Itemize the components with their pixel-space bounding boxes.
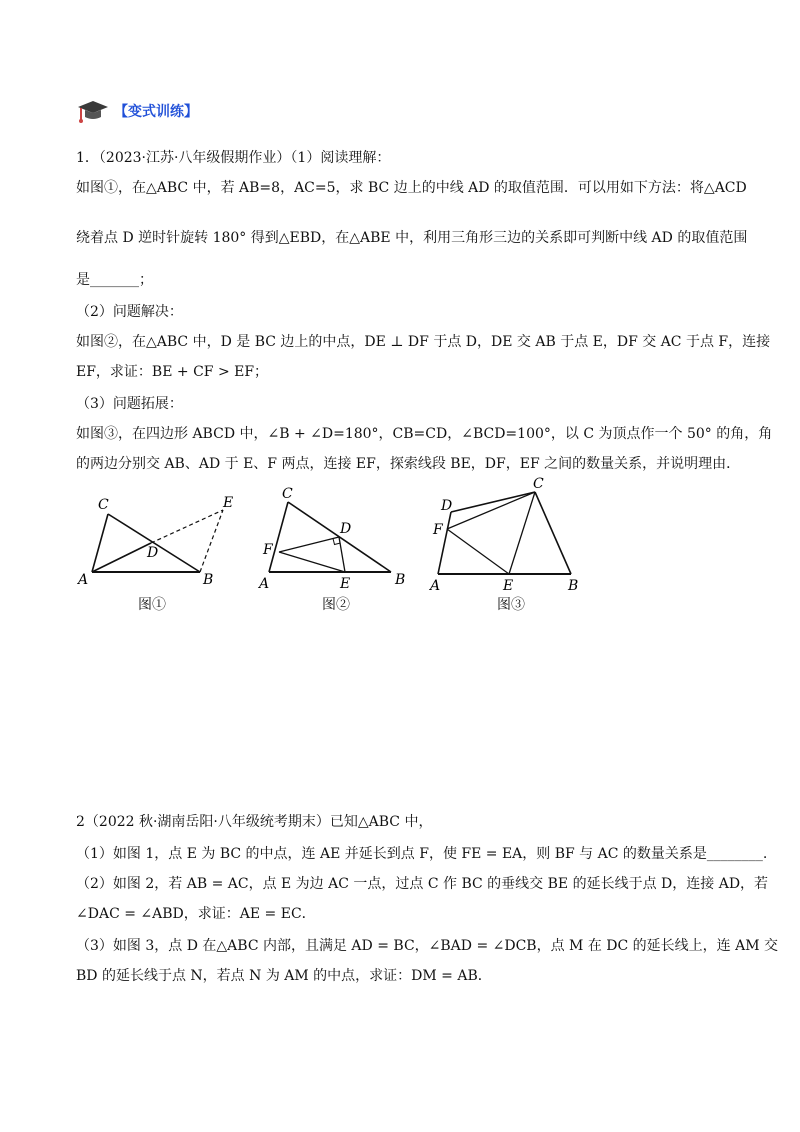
fig2-label-e: E [340, 576, 351, 592]
q1-subheading-3: （3）问题拓展： [76, 396, 183, 412]
q1-paragraph-6: 如图③，在四边形 ABCD 中，∠B + ∠D=180°，CB=CD，∠BCD=100°，以 C 为顶点作一个 50° 的角，角 [76, 426, 773, 442]
q1-paragraph-2: 绕着点 D 逆时针旋转 180° 得到△EBD，在△ABE 中，利用三角形三边的关系即可判断中线 AD 的取值范围 [76, 230, 748, 246]
fig1-caption: 图① [138, 597, 166, 613]
figure-2 [255, 484, 415, 594]
q1-header: 1．（2023·江苏·八年级假期作业）（1）阅读理解： [76, 150, 391, 166]
q1-paragraph-1: 如图①，在△ABC 中，若 AB=8，AC=5，求 BC 边上的中线 AD 的取值范围．可以用如下方法：将△ACD [76, 180, 747, 196]
q1-paragraph-5: EF，求证：BE + CF > EF； [76, 364, 269, 380]
q2-paragraph-4: （3）如图 3，点 D 在△ABC 内部，且满足 AD = BC，∠BAD = ∠DCB，点 M 在 DC 的延长线上，连 AM 交 [76, 938, 779, 954]
fig3-label-a: A [430, 578, 441, 594]
fig3-label-d: D [441, 498, 453, 514]
section-title: 【变式训练】 [114, 104, 198, 120]
fig2-caption: 图② [322, 597, 350, 613]
fig3-caption: 图③ [497, 597, 525, 613]
fig2-label-f: F [263, 542, 273, 558]
fig1-label-e: E [223, 495, 234, 511]
fig2-label-a: A [259, 576, 270, 592]
fig3-label-e: E [503, 578, 514, 594]
q2-paragraph-5: BD 的延长线于点 N，若点 N 为 AM 的中点，求证：DM = AB． [76, 968, 492, 984]
fig3-label-b: B [568, 578, 579, 594]
fig2-label-b: B [395, 572, 406, 588]
figure-1 [70, 492, 245, 592]
q2-header: 2（2022 秋·湖南岳阳·八年级统考期末）已知△ABC 中， [76, 814, 433, 830]
q2-paragraph-2: （2）如图 2，若 AB = AC，点 E 为边 AC 一点，过点 C 作 BC 的垂线交 BE 的延长线于点 D，连接 AD，若 [76, 876, 769, 892]
fig2-label-d: D [340, 521, 352, 537]
q1-paragraph-4: 如图②，在△ABC 中，D 是 BC 边上的中点，DE ⊥ DF 于点 D，DE 交 AB 于点 E，DF 交 AC 于点 F，连接 [76, 334, 771, 350]
q2-paragraph-3: ∠DAC = ∠ABD，求证：AE = EC． [76, 906, 316, 922]
q2-paragraph-1: （1）如图 1，点 E 为 BC 的中点，连 AE 并延长到点 F，使 FE = EA，则 BF 与 AC 的数量关系是________. [76, 846, 768, 862]
fig3-label-c: C [533, 476, 544, 492]
fig1-label-b: B [203, 572, 214, 588]
fig1-label-a: A [78, 572, 89, 588]
section-header [76, 98, 198, 124]
q1-subheading-2: （2）问题解决： [76, 304, 183, 320]
figure-3 [425, 474, 595, 594]
fig1-label-c: C [98, 497, 109, 513]
fig1-label-d: D [147, 545, 159, 561]
graduation-cap-icon [76, 98, 110, 124]
fig3-label-f: F [433, 522, 443, 538]
q1-paragraph-3: 是_______； [76, 272, 153, 288]
q1-paragraph-7: 的两边分别交 AB、AD 于 E、F 两点，连接 EF，探索线段 BE，DF，EF 之间的数量关系，并说明理由． [76, 456, 741, 472]
fig2-label-c: C [282, 486, 293, 502]
